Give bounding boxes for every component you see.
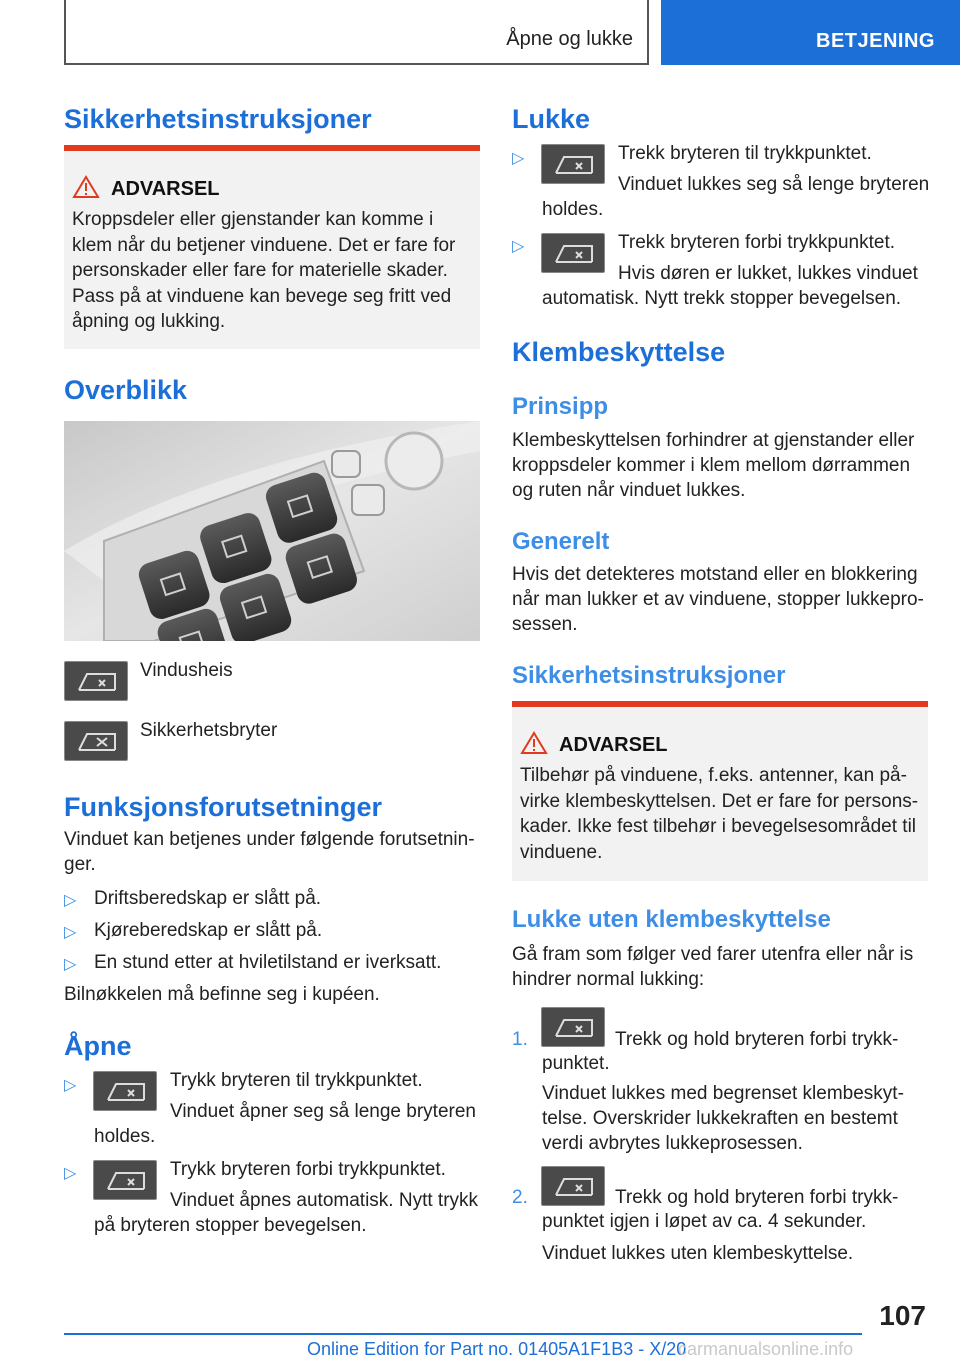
footer-rule: [64, 1333, 862, 1335]
lukke-item-1-third: holdes.: [542, 199, 604, 220]
warning-label: ADVARSEL: [111, 178, 220, 200]
aapne-item-2-second: Vinduet åpnes automatisk. Nytt trykk: [170, 1190, 479, 1211]
heading-generelt: Generelt: [512, 528, 610, 555]
aapne-item-2-first: Trykk bryteren forbi trykkpunktet.: [170, 1159, 446, 1180]
heading-funksjonsforutsetninger: Funksjonsforutsetninger: [64, 792, 383, 822]
lukke-item-1-second: Vinduet lukkes seg så lenge bryteren: [618, 174, 930, 195]
warning-box-1: [64, 145, 480, 349]
window-switch-icon: [541, 233, 605, 273]
chapter-tab[interactable]: [661, 0, 960, 65]
legend-label-sikkerhetsbryter: Sikkerhetsbryter: [140, 720, 278, 741]
lukke-item-1-first: Trekk bryteren til trykkpunktet.: [618, 143, 872, 164]
generelt-text: Hvis det detekteres motstand eller en blokkering når man lukker et av vinduene, stopper lukkepro- sessen.: [512, 564, 924, 635]
step-number: 2.: [512, 1187, 528, 1208]
uten-intro: Gå fram som følger ved farer utenfra eller når is hindrer normal lukking:: [512, 944, 914, 990]
aapne-item-2-third: på bryteren stopper bevegelsen.: [94, 1215, 367, 1236]
funksjon-intro: Vinduet kan betjenes under følgende forutsetnin- ger.: [64, 829, 475, 875]
bullet-glyph: ▷: [64, 924, 77, 941]
bullet-glyph: ▷: [64, 892, 77, 909]
step-1-second: punktet.: [542, 1053, 610, 1074]
heading-overblikk: Overblikk: [64, 375, 188, 405]
watermark: carmanualsonline.info: [678, 1339, 854, 1359]
window-switch-icon: [541, 144, 605, 184]
section-title: Åpne og lukke: [506, 28, 633, 50]
aapne-item-1-third: holdes.: [94, 1126, 156, 1147]
warning-text: Tilbehør på vinduene, f.eks. antenner, kan på- virke klembeskyttelsen. Det er fare for persons- kader. Ikke fest tilbehør i bevegelsesområdet til vinduene.: [520, 765, 919, 863]
prinsipp-text: Klembeskyttelsen forhindrer at gjenstander eller kroppsdeler kommer i klem mellom dørrammen og ruten når vinduet lukkes.: [512, 430, 915, 501]
window-switch-icon: [541, 1166, 605, 1206]
bullet-glyph: ▷: [64, 956, 77, 973]
funksjon-item-2: Kjøreberedskap er slått på.: [94, 920, 323, 941]
aapne-item-1-second: Vinduet åpner seg så lenge bryteren: [170, 1101, 476, 1122]
bullet-glyph: ▷: [512, 150, 525, 167]
bullet-glyph: ▷: [512, 238, 525, 255]
heading-sikkerhetsinstruksjoner: Sikkerhetsinstruksjoner: [64, 104, 372, 134]
funksjon-item-3: En stund etter at hviletilstand er iverksatt.: [94, 952, 442, 973]
lukke-item-2-first: Trekk bryteren forbi trykkpunktet.: [618, 232, 896, 253]
step-2-second: punktet igjen i løpet av ca. 4 sekunder.: [542, 1211, 867, 1232]
warning-triangle-icon: [72, 175, 100, 199]
window-switch-icon: [541, 1007, 605, 1047]
step-1-first: Trekk og hold bryteren forbi trykk-: [615, 1029, 899, 1050]
lukke-item-2-third: automatisk. Nytt trekk stopper bevegelsen.: [542, 288, 902, 309]
step-1-note: Vinduet lukkes med begrenset klembeskyt- telse. Overskrider lukkekraften en bestemt verdi avbrytes lukkeprosessen.: [542, 1083, 904, 1154]
warning-triangle-icon: [520, 731, 548, 755]
funksjon-item-1: Driftsberedskap er slått på.: [94, 888, 322, 909]
heading-klembeskyttelse: Klembeskyttelse: [512, 337, 726, 367]
window-switch-icon: [64, 661, 128, 701]
footer-edition: Online Edition for Part no. 01405A1F1B3 - X/20: [307, 1339, 687, 1359]
heading-lukke: Lukke: [512, 104, 591, 134]
legend-label-vindusheis: Vindusheis: [140, 660, 233, 681]
window-switch-panel-photo: [64, 421, 480, 641]
safety-switch-icon: [64, 721, 128, 761]
lukke-item-2-second: Hvis døren er lukket, lukkes vinduet: [618, 263, 918, 284]
aapne-item-1-first: Trykk bryteren til trykkpunktet.: [170, 1070, 423, 1091]
warning-label: ADVARSEL: [559, 734, 668, 756]
warning-text: Kroppsdeler eller gjenstander kan komme i klem når du betjener vinduene. Det er fare for personskader eller fare for materielle skader. Pass på at vinduene kan bevege seg fritt ved åpning og lukking.: [72, 209, 456, 332]
step-2-first: Trekk og hold bryteren forbi trykk-: [615, 1187, 899, 1208]
header-box: [64, 0, 649, 65]
chapter-tab-label: BETJENING: [816, 30, 935, 52]
page-number: 107: [879, 1300, 926, 1331]
heading-sikkerhetsinstruksjoner-2: Sikkerhetsinstruksjoner: [512, 662, 786, 689]
heading-lukke-uten-klembeskyttelse: Lukke uten klembeskyttelse: [512, 906, 831, 933]
bullet-glyph: ▷: [64, 1165, 77, 1182]
warning-box-2: [512, 701, 928, 881]
window-switch-icon: [93, 1071, 157, 1111]
funksjon-note: Bilnøkkelen må befinne seg i kupéen.: [64, 984, 380, 1005]
step-number: 1.: [512, 1029, 528, 1050]
window-switch-icon: [93, 1160, 157, 1200]
heading-aapne: Åpne: [64, 1031, 132, 1061]
heading-prinsipp: Prinsipp: [512, 393, 609, 420]
bullet-glyph: ▷: [64, 1077, 77, 1094]
step-2-note: Vinduet lukkes uten klembeskyttelse.: [542, 1243, 854, 1264]
